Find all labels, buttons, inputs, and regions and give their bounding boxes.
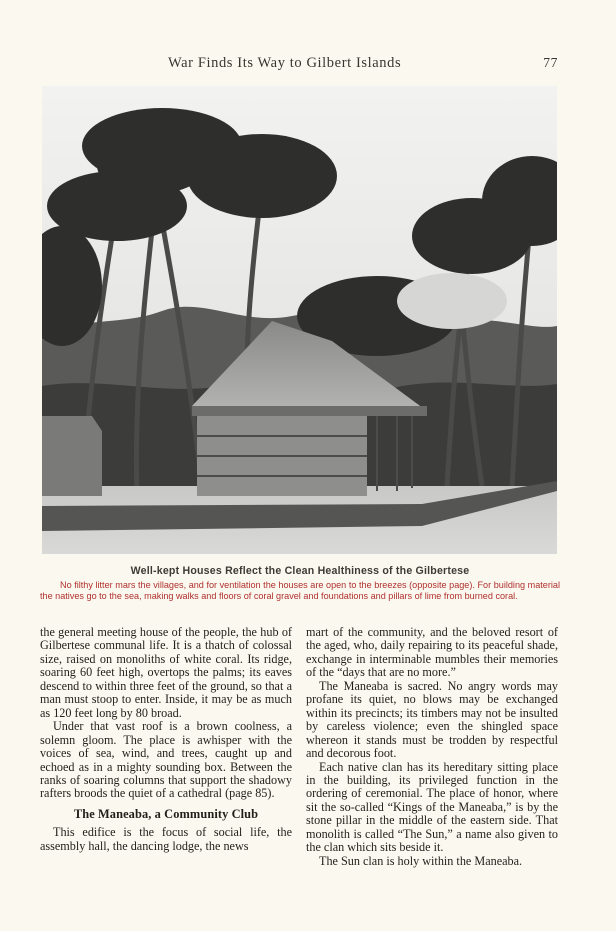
paragraph: The Sun clan is holy within the Maneaba. xyxy=(319,853,523,868)
body-column-left xyxy=(40,626,292,853)
figure-caption-text: No filthy litter mars the villages, and for ventilation the houses are open to the breezes (opposite page). For building material the natives go to the sea, making walks and floors of coral gravel and foundations and pillars of lime from burned coral. xyxy=(40,580,560,601)
body-column-right xyxy=(306,626,558,868)
paragraph: Under that vast roof is a brown coolness, a solemn gloom. The place is awhisper with the voices of sea, wind, and trees, caught up and echoed as in a mighty sounding box. Between the ranks of soaring columns that support the shadowy rafters broods the quiet of a cathedral (page 85). xyxy=(40,719,292,801)
paragraph: mart of the community, and the beloved resort of the aged, who, daily repairing to its peaceful shade, exchange in interminable mumbles their memories of the “days that are no more.” xyxy=(306,625,558,680)
section-subhead: The Maneaba, a Community Club xyxy=(73,806,259,821)
photograph-thatched-house-palms xyxy=(42,86,557,554)
paragraph: the general meeting house of the people, the hub of Gilbertese communal life. It is a thatch of colossal size, raised on monoliths of white coral. Its ridge, soaring 60 feet high, overtops the palms; its eaves descend to within three feet of the ground, so that a man must stoop to enter. Inside, it may be as much as 120 feet long by 80 broad. xyxy=(40,625,292,720)
paragraph: The Maneaba is sacred. No angry words may profane its quiet, no blows may be exchanged within its precincts; its timbers may not be insulted by careless violence; even the shingled space whereon it stands must be trodden by respectful and decorous foot. xyxy=(306,678,558,761)
paragraph: Each native clan has its hereditary sitting place in the building, its privileged function in the ordering of ceremonial. The place of honor, where sit the so-called “Kings of the Maneaba,” is by the stone pillar in the middle of the eastern side. That monolith is called “The Sun,” a name also given to the clan which sits beside it. xyxy=(306,759,558,855)
running-title: War Finds Its Way to Gilbert Islands xyxy=(168,55,402,71)
paragraph: This edifice is the focus of social life, the assembly hall, the dancing lodge, the news xyxy=(40,825,292,853)
page-number: 77 xyxy=(543,55,558,70)
running-head xyxy=(40,55,560,73)
figure-caption-title: Well-kept Houses Reflect the Clean Healthiness of the Gilbertese xyxy=(130,565,470,577)
